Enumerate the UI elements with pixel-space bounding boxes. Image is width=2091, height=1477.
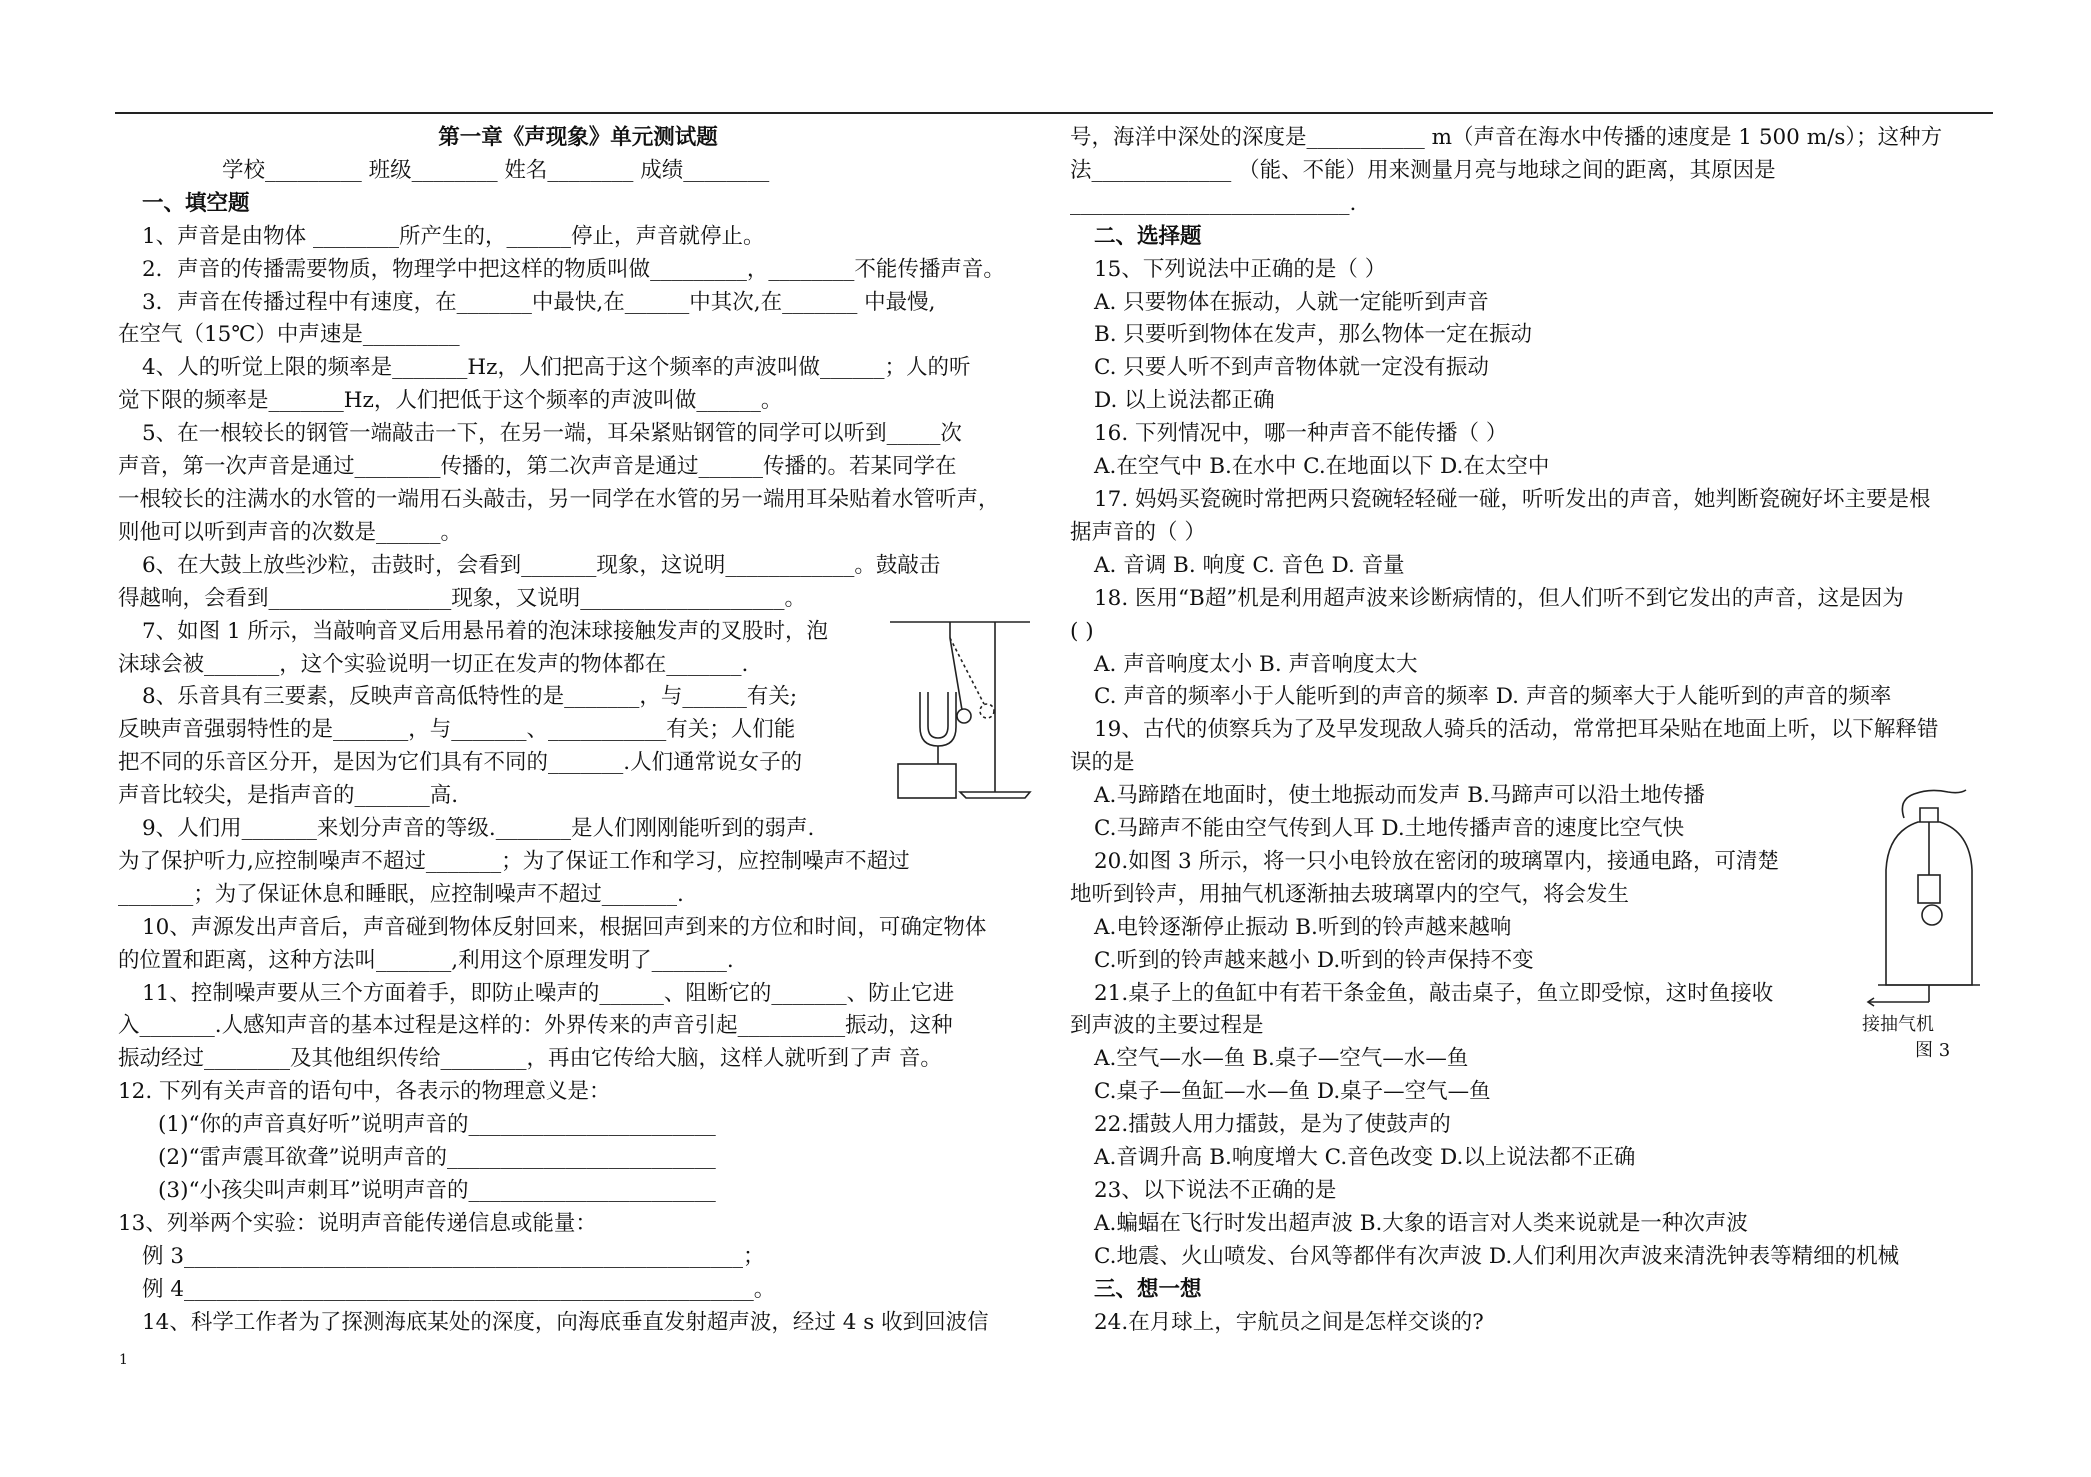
question-line: 12. 下列有关声音的语句中，各表示的物理意义是：: [118, 1079, 611, 1105]
question-line: 在空气（15℃）中声速是_________: [118, 322, 460, 348]
question-line: 22.擂鼓人用力擂鼓，是为了使鼓声的: [1094, 1112, 1451, 1138]
option-line: C.地震、火山喷发、台风等都伴有次声波 D.人们利用次声波来清洗钟表等精细的机械: [1094, 1243, 1900, 1269]
pump-label: 接抽气机: [1862, 1014, 1934, 1035]
question-line: __________________________.: [1070, 190, 1357, 216]
right-column: [1070, 122, 1990, 1340]
question-line: 5、在一根较长的钢管一端敲击一下，在另一端，耳朵紧贴钢管的同学可以听到_____次: [142, 421, 962, 447]
foam-ball-swung: [980, 704, 994, 718]
question-line: (1)“你的声音真好听”说明声音的_______________________: [158, 1112, 716, 1138]
question-line: 18. 医用“B超”机是利用超声波来诊断病情的，但人们听不到它发出的声音，这是因为: [1094, 585, 1904, 611]
question-line: 10、声源发出声音后，声音碰到物体反射回来，根据回声到来的方位和时间，可确定物体: [142, 914, 987, 940]
question-line: 地听到铃声，用抽气机逐渐抽去玻璃罩内的空气，将会发生: [1070, 881, 1630, 907]
question-line: _______；为了保证休息和睡眠，应控制噪声不超过_______.: [118, 881, 684, 907]
question-line: 1、声音是由物体 ________所产生的，______停止，声音就停止。: [142, 223, 765, 249]
question-line: 16. 下列情况中，哪一种声音不能传播（ ）: [1094, 421, 1508, 447]
option-line: C. 声音的频率小于人能听到的声音的频率 D. 声音的频率大于人能听到的声音的频率: [1094, 684, 1892, 710]
question-line: 到声波的主要过程是: [1070, 1013, 1264, 1039]
question-line: (2)“雷声震耳欲聋”说明声音的_________________________: [158, 1145, 716, 1171]
stand-base: [960, 792, 1030, 798]
question-line: 6、在大鼓上放些沙粒，击鼓时，会看到_______现象，这说明____________。鼓敲击: [142, 552, 941, 578]
bell-dome: [1922, 905, 1942, 925]
question-line: 17. 妈妈买瓷碗时常把两只瓷碗轻轻碰一碰，听听发出的声音，她判断瓷碗好坏主要是根: [1094, 486, 1931, 512]
question-line: 19、古代的侦察兵为了及早发现敌人骑兵的活动，常常把耳朵贴在地面上听，以下解释错: [1094, 717, 1939, 743]
page-number: 1: [119, 1352, 128, 1368]
question-line: 据声音的（ ）: [1070, 519, 1206, 545]
section-header-choice: 二、选择题: [1094, 223, 1202, 249]
question-line: (3)“小孩尖叫声刺耳”说明声音的_______________________: [158, 1178, 716, 1203]
question-line: 3．声音在传播过程中有速度，在_______中最快,在______中其次,在_______ 中最慢,: [142, 289, 936, 315]
question-line: 11、控制噪声要从三个方面着手，即防止噪声的______、阻断它的_______、防止它进: [142, 980, 955, 1006]
question-line: 23、以下说法不正确的是: [1094, 1178, 1337, 1203]
option-line: A.音调升高 B.响度增大 C.音色改变 D.以上说法都不正确: [1094, 1145, 1636, 1171]
question-line: 觉下限的频率是_______Hz，人们把低于这个频率的声波叫做______。: [118, 388, 783, 414]
jar-neck: [1920, 808, 1938, 822]
option-line: A. 只要物体在振动，人就一定能听到声音: [1094, 289, 1489, 315]
figure-3-caption: 图 3: [1915, 1040, 1951, 1061]
question-line: 24.在月球上，宇航员之间是怎样交谈的?: [1094, 1309, 1484, 1335]
question-line: 法_____________ （能、不能）用来测量月亮与地球之间的距离，其原因是: [1070, 157, 1776, 183]
question-line: 21.桌子上的鱼缸中有若干条金鱼，敲击桌子，鱼立即受惊，这时鱼接收: [1094, 980, 1774, 1006]
electric-bell: [1918, 875, 1940, 903]
question-line: 反映声音强弱特性的是_______，与_______、___________有关；人们能: [118, 717, 796, 743]
question-line: 的位置和距离，这种方法叫_______,利用这个原理发明了_______.: [118, 947, 734, 973]
question-line: 声音，第一次声音是通过________传播的，第二次声音是通过______传播的。若某同学在: [118, 454, 957, 480]
question-line: 9、人们用_______来划分声音的等级._______是人们刚刚能听到的弱声.: [142, 816, 815, 842]
option-line: A.蝙蝠在飞行时发出超声波 B.大象的语言对人类来说就是一种次声波: [1094, 1210, 1748, 1236]
question-line: 2．声音的传播需要物质，物理学中把这样的物质叫做_________，________不能传播声音。: [142, 256, 1005, 282]
question-line: 则他可以听到声音的次数是______。: [118, 519, 463, 545]
resonance-box: [898, 764, 956, 798]
option-line: B. 只要听到物体在发声，那么物体一定在振动: [1094, 322, 1532, 348]
question-line: 20.如图 3 所示，将一只小电铃放在密闭的玻璃罩内，接通电路，可清楚: [1094, 848, 1780, 874]
option-line: A.电铃逐渐停止振动 B.听到的铃声越来越响: [1094, 914, 1512, 940]
question-line: 14、科学工作者为了探测海底某处的深度，向海底垂直发射超声波，经过 4 s 收到回波信: [142, 1309, 989, 1335]
wire-loop: [1902, 790, 1966, 818]
option-line: A.马蹄踏在地面时，使土地振动而发声 B.马蹄声可以沿土地传播: [1094, 783, 1705, 809]
question-line: 一根较长的注满水的水管的一端用石头敲击，另一同学在水管的另一端用耳朵贴着水管听声，: [118, 486, 1000, 512]
top-rule: [115, 112, 1993, 114]
bell-jar-figure: [1860, 780, 1990, 1020]
option-line: C.桌子—鱼缸—水—鱼 D.桌子—空气—鱼: [1094, 1079, 1491, 1105]
question-line: 4、人的听觉上限的频率是_______Hz，人们把高于这个频率的声波叫做______；人的听: [142, 355, 971, 381]
option-line: C.马蹄声不能由空气传到人耳 D.土地传播声音的速度比空气快: [1094, 816, 1685, 842]
exam-title: 第一章《声现象》单元测试题: [438, 125, 718, 150]
section-header-think: 三、想一想: [1094, 1276, 1202, 1302]
question-line: 为了保护听力,应控制噪声不超过_______；为了保证工作和学习，应控制噪声不超过: [118, 848, 910, 874]
option-line: A. 声音响度太小 B. 声音响度太大: [1094, 651, 1418, 677]
question-line: 声音比较尖，是指声音的_______高.: [118, 783, 459, 809]
option-line: C. 只要人听不到声音物体就一定没有振动: [1094, 355, 1489, 381]
question-line: 8、乐音具有三要素，反映声音高低特性的是_______，与______有关;: [142, 684, 798, 710]
question-line: 13、列举两个实验：说明声音能传递信息或能量：: [118, 1210, 597, 1236]
question-line: 号，海洋中深处的深度是___________ m（声音在海水中传播的速度是 1 500 m/s）；这种方: [1070, 125, 1943, 150]
question-line: 15、下列说法中正确的是（ ）: [1094, 256, 1387, 282]
option-line: A.在空气中 B.在水中 C.在地面以下 D.在太空中: [1094, 454, 1550, 480]
question-line: ( ): [1070, 618, 1094, 644]
section-header-fill-in: 一、填空题: [142, 190, 250, 216]
option-line: A. 音调 B. 响度 C. 音色 D. 音量: [1094, 552, 1405, 578]
foam-ball: [957, 709, 971, 723]
question-line: 得越响，会看到_________________现象，又说明___________________。: [118, 585, 807, 611]
question-line: 把不同的乐音区分开，是因为它们具有不同的_______.人们通常说女子的: [118, 750, 803, 776]
option-line: A.空气—水—鱼 B.桌子—空气—水—鱼: [1094, 1046, 1469, 1072]
question-line: 误的是: [1070, 750, 1135, 776]
option-line: D. 以上说法都正确: [1094, 388, 1275, 414]
question-line: 例 4_____________________________________________________。: [142, 1276, 776, 1302]
question-line: 入_______.人感知声音的基本过程是这样的：外界传来的声音引起__________振动，这种: [118, 1013, 953, 1039]
question-line: 7、如图 1 所示，当敲响音叉后用悬吊着的泡沫球接触发声的叉股时，泡: [142, 618, 829, 644]
question-line: 例 3____________________________________________________；: [142, 1243, 765, 1269]
question-line: 沫球会被_______，这个实验说明一切正在发声的物体都在_______.: [118, 651, 749, 677]
option-line: C.听到的铃声越来越小 D.听到的铃声保持不变: [1094, 947, 1534, 973]
question-line: 振动经过________及其他组织传给________，再由它传给大脑，这样人就听到了声 音。: [118, 1046, 942, 1072]
student-info-line: 学校_________ 班级________ 姓名________ 成绩________: [222, 157, 770, 183]
tuning-fork-figure: [880, 612, 1035, 810]
tuning-fork-inner: [928, 692, 948, 738]
